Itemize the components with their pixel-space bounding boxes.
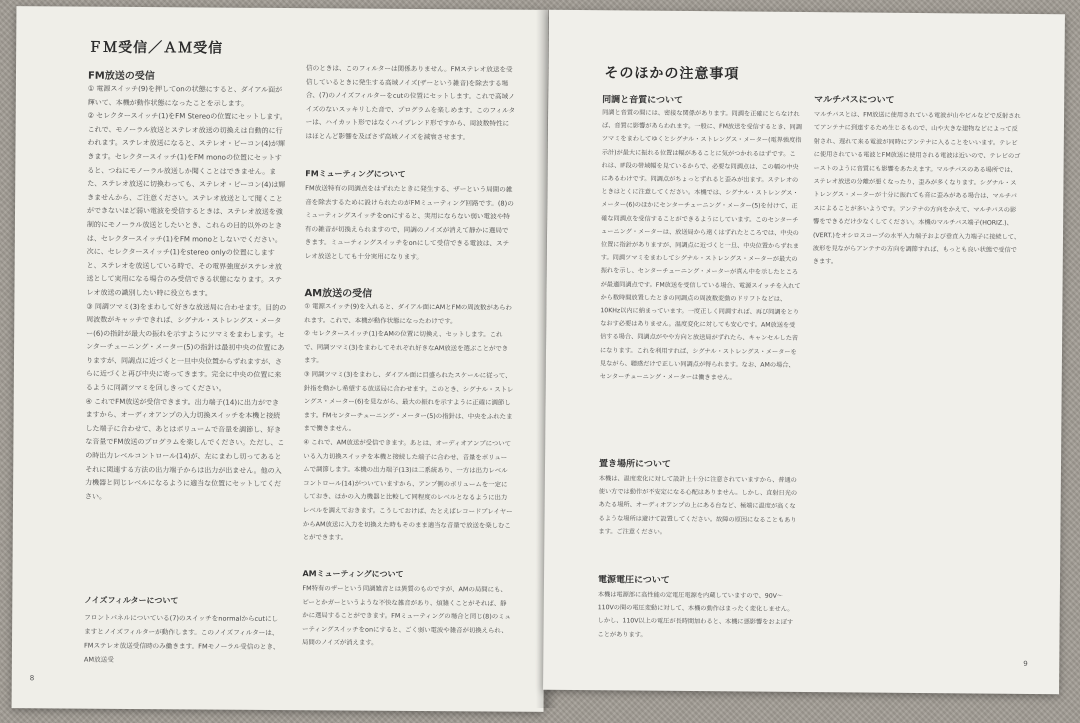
am-paragraph-1: ① 電源スイッチ(9)を入れると、ダイアル面にAMとFMの周波数があらわれます。これで、本機が動作状態になったわけです。 <box>304 302 513 325</box>
section-heading-tuning: 同調と音質について <box>602 95 684 106</box>
am-paragraph-4: ④ これで、AM放送が受信できます。あとは、オーディオアンプについている入力切換スイッチを本機と接続した端子に合わせ、音量をボリュームで調節します。本機の出力端子(13)は二系統あり、一方は出力レベルコントロール(14)がついていますから、アンプ側のボリュームを一定にしておき、ほかの入力機器と比較して同程度のレベルとなるように出力レベルを調えておきます。こうしておけば、たとえばレコードプレイヤーからAM放送に入力を切換えた時もそのまま適当な音量で放送を楽しむことができます。 <box>302 438 513 542</box>
am-muting-text: FM特有のザーという同調雑音とは異質のものですが、AMの局間にも、ピーとかガーというような不快な雑音があり、煩雑くことがそれば、静かに選局することができます。FMミューティングの場合と同じ(8)のミューティングスイッチをonにすると、ごく弱い電波や雑音が切換えられ、局間のノイズが消えます。 <box>301 584 511 647</box>
left-page <box>12 6 549 712</box>
section-heading-multipath: マルチパスについて <box>814 95 895 106</box>
am-muting-heading: AMミューティングについて <box>302 569 404 579</box>
page-number-left: 8 <box>29 674 35 683</box>
fm-muting-text: FM放送特有の同調点をはずれたときに発生する、ザーという局間の雑音を除去するために設けられたのがFMミューティング回路です。(8)のミューティングスイッチをonにすると、実用にならない弱い電波や特有の雑音が切換えられますので、同調のノイズが消えて静かに選局できます。ミューティングスイッチをonにして受信できる電波は、ステレオ放送としても十分実用になります。 <box>304 184 514 261</box>
page-title-fm-am: ＦＭ受信／ＡＭ受信 <box>88 39 224 57</box>
fm-muting-heading: FMミューティングについて <box>305 169 406 179</box>
noise-filter-continued: 信のときは、このフィルターは関係ありません。FMステレオ放送を受信しているときに発生する高域ノイズ(ザーという雑音)を除去する場合、(7)のノイズフィルターをcutの位置にセットします。これで高域ノイズのないスッキリした音で、プログラムを楽しめます。このフィルターは、ハイカット形ではなくハイブレンド形ですから、周波数特性にはほとんど影響を及ぼさず高域ノイズを減衰させます。 <box>305 64 516 141</box>
page-number-right: 9 <box>1023 659 1028 668</box>
noise-filter-text: フロントパネルについている(7)のスイッチをnormalからcutにしますとノイズフィルターが動作します。このノイズフィルターは、FMステレオ放送受信時のみ働きます。FMモノーラル受信のとき、AM放送受 <box>83 613 280 664</box>
am-paragraph-3: ③ 同調ツマミ(3)をまわし、ダイアル面に目盛られたスケールに従って、針指を動かし希望する放送局に合わせます。このとき、シグナル・ストレングス・メーター(6)を見ながら、最大の振れを示すように正確に調節します。FMセンターチューニング・メーター(5)の指針は、中央をふれたままで働きません。 <box>303 370 514 433</box>
am-column <box>303 300 515 546</box>
noise-filter-heading: ノイズフィルターについて <box>84 595 179 606</box>
right-page <box>543 10 1065 694</box>
fm-paragraph-1: ① 電源スイッチ(9)を押してonの状態にすると、ダイアル面が輝いて、本機が動作状態になったことを示します。 <box>87 84 283 108</box>
am-paragraph-2: ② セレクタースイッチ(1)をAMの位置に切換え、セットします。これで、同調ツマミ(3)をまわしてそれぞれ好きなAM放送を選ぶことができます。 <box>303 329 509 365</box>
tuning-text: 同調と音質の間には、密接な関係があります。同調を正確にとらなければ、音質に影響があらわれます。一般に、FM放送を受信するとき、同調ツマミをまわしてゆくとシグナル・ストレングス・メーター(電界強度指示計)が最大に振れる位置は幅があることに気がつかれるはずです。これは、IF段の帯域幅を見ているからで、必要な同調点は、この幅の中央にあるわけです。同調点がちょっとずれると歪みが出ます。ステレオのときはとくに注意してください。本機では、シグナル・ストレングス・メーター(6)のほかにセンターチューニング・メーター(5)を付けて、正確な同調点を受信することができるようにしています。このセンターチューニング・メーターは、放送局から遠くはずれたところでは、中央の位置に指針がありますが、同調点に近づくと一旦、中央位置からずれます。同調ツマミをまわしてシグナル・ストレングス・メーターが最大の振れを示し、センターチューニング・メーターが真ん中を示したところが最適同調点です。FM放送を受信している場合、電源スイッチを入れてから数時間放置したときの同調点の周波数変動のドリフトなどは、10KHz以内に納まっています。一度正しく同調すれば、再び同調をとりなおす必要はありません。温度変化に対しても安心です。AM放送を受信する場合、同調点がやや方向と放送局がずれたら、キャンセルした音になります。これを利用すれば、シグナル・ストレングス・メーターを見ながら、聴感だけで正しい同調点が得られます。なお、AMの場合、センターチューニング・メーターは働きません。 <box>599 109 802 382</box>
fm-column <box>85 83 288 506</box>
multipath-text: マルチパスとは、FM放送に使用されている電波が山やビルなどで反射されてアンテナに到達するため生じるもので、山や大きな建物などによって反射され、遅れて来る電波が同時にアンテナに入ることをいいます。テレビに使用されている電波とFM放送に使用される電波は近いので、テレビのゴーストのように音質にも影響をあたえます。マルチパスのある場所では、ステレオ放送の分離が悪くなったり、歪みが多くなります。シグナル・ストレングス・メーターが十分に振れても音に歪みがある場合は、マルチパスによることが多いようです。アンテナの方向をかえて、マルチパスの影響をできるだけ少なくしてください。本機のマルチパス端子(HORIZ.)、(VERT.)をオシロスコープの水平入力端子および垂直入力端子に接続して、波形を見ながらアンテナの方向を調節すれば、もっとも良い状態で受信できます。 <box>812 111 1021 266</box>
section-heading-fm: FM放送の受信 <box>87 70 155 83</box>
fm-paragraph-4: ④ これでFM放送が受信できます。出力端子(14)に出力ができますから、オーディオアンプの入力切換スイッチを本機と接続した端子に合わせて、あとはボリュームで音量を調節し、好きな音量でFM放送のプログラムを楽しんでください。ただし、この時出力レベルコントロール(14)が、左にまわし切ってあるとそれに関連する方法の出力端子からは出力が出ません。他の入力機器と同じレベルになるように適当な位置にセットしてください。 <box>85 397 285 501</box>
power-text: 本機は電源部に高性能の定電圧電源を内蔵していますので、90V〜110Vの間の電圧変動に対して、本機の動作はまったく変化しません。しかし、110V以上の電圧が長時間加わると、本機に悪影響をおよぼすことがあります。 <box>597 591 794 639</box>
fm-paragraph-2: ② セレクタースイッチ(1)をFM Stereoの位置にセットします。これで、モノーラル放送とステレオ放送の切換えは自動的に行われます。ステレオ放送になると、ステレオ・ビーコン(4)が輝きます。セレクタースイッチ(1)をFM monoの位置にセットすると、つねにモノーラル放送しか聞くことはできません。また、ステレオ放送に切換わっても、ステレオ・ビーコン(4)は輝きませんから、ご注意ください。ステレオ放送として聞くことができないほど弱い電波を受信するときは、ステレオ放送を強制的にモノーラル放送としたいとき、これらの目的以外のときは、セレクタースイッチ(1)をFM monoとしないでください。次に、セレクタースイッチ(1)をstereo onlyの位置にしますと、ステレオを放送している時で、その電界強度がステレオ放送として実用になる場合のみ受信できる状態になります。ステレオ放送の識別したい時に役立ちます。 <box>86 111 287 298</box>
am-section-heading: AM放送の受信 <box>304 288 373 300</box>
section-heading-power: 電源電圧について <box>597 575 670 586</box>
fm-column-2 <box>306 62 517 144</box>
fm-paragraph-3: ③ 同調ツマミ(3)をまわして好きな放送局に合わせます。目的の周波数がキャッチできれば、シグナル・ストレングス・メーター(6)の指針が最大の振れを示すようにツマミをまわします。センターチューニング・メーター(5)の指針は最初中央の位置にありますが、同調点に近づくと一旦中央位置からずれますが、さらに近づくと再び中央に寄ってきます。完全に中央の位置に来るように同調ツマミを回しきってください。 <box>85 302 287 393</box>
section-heading-placement: 置き場所について <box>598 459 671 470</box>
placement-text: 本機は、温度変化に対して設計上十分に注意されていますから、普通の使い方では動作が不安定になる心配はありません。しかし、直射日光のあたる場所、オーディオアンプの上にある台など、極端に温度が高くなるような場所は避けて設置してください。故障の原因になることもあります。ご注意ください。 <box>598 475 798 536</box>
page-title-notes: そのほかの注意事項 <box>604 65 740 83</box>
